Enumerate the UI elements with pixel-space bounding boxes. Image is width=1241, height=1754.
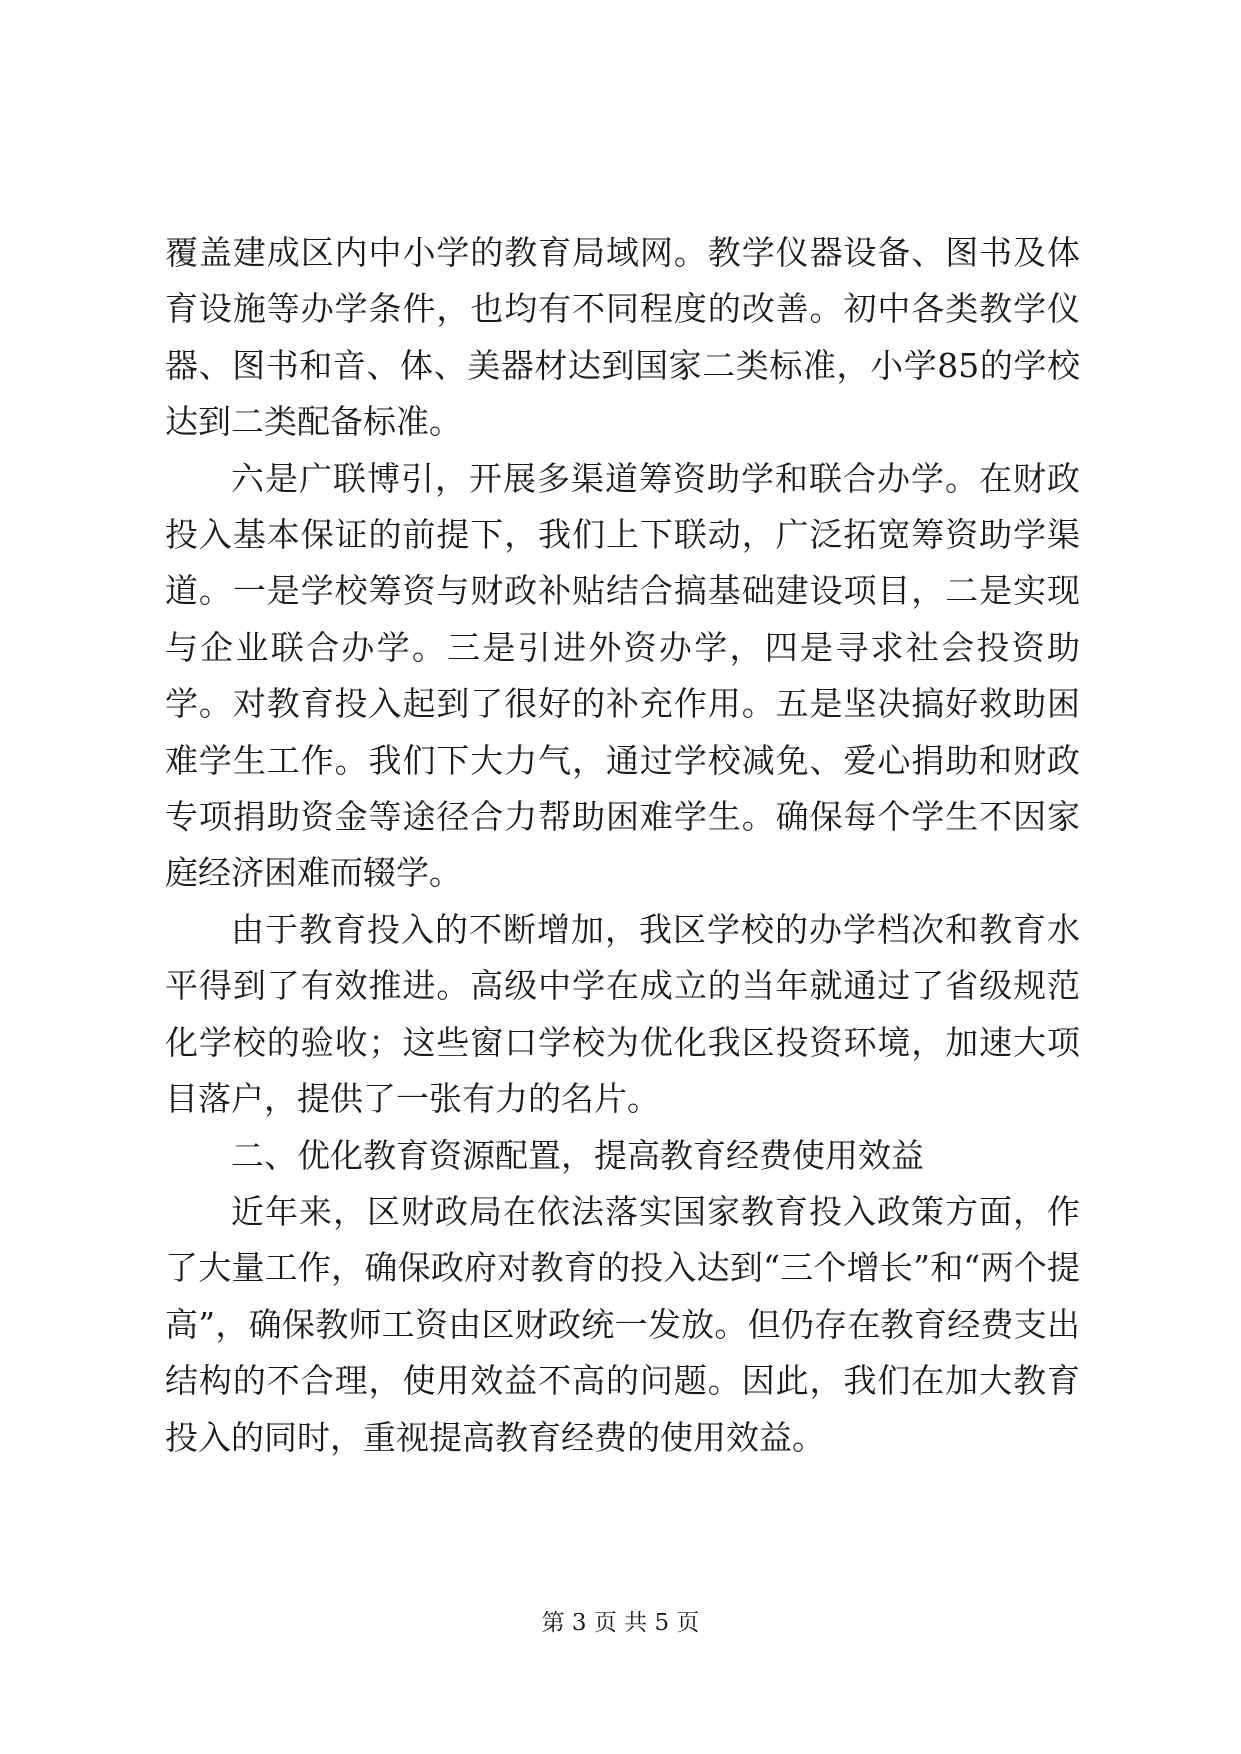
document-body — [165, 225, 1080, 1466]
section-heading-two: 二、优化教育资源配置，提高教育经费使用效益 — [231, 1135, 924, 1175]
paragraph-results: 由于教育投入的不断增加，我区学校的办学档次和教育水平得到了有效推进。高级中学在成立的当年就通过了省级规范化学校的验收；这些窗口学校为优化我区投资环境，加速大项目落户，提供了一张有力的名片。 — [165, 909, 1080, 1119]
paragraph-six-fundraising: 六是广联博引，开展多渠道筹资助学和联合办学。在财政投入基本保证的前提下，我们上下联动，广泛拓宽筹资助学渠道。一是学校筹资与财政补贴结合搞基础建设项目，二是实现与企业联合办学。三是引进外资办学，四是寻求社会投资助学。对教育投入起到了很好的补充作用。五是坚决搞好救助困难学生工作。我们下大力气，通过学校减免、爱心捐助和财政专项捐助资金等途径合力帮助困难学生。确保每个学生不因家庭经济困难而辍学。 — [165, 458, 1080, 893]
page-number-label: 第 3 页 共 5 页 — [541, 1610, 700, 1636]
paragraph-continuation: 覆盖建成区内中小学的教育局域网。教学仪器设备、图书及体育设施等办学条件，也均有不同程度的改善。初中各类教学仪器、图书和音、体、美器材达到国家二类标准，小学85的学校达到二类配备标准。 — [165, 233, 1080, 442]
page-footer — [0, 1604, 1241, 1637]
paragraph-recent-years: 近年来，区财政局在依法落实国家教育投入政策方面，作了大量工作，确保政府对教育的投入达到“三个增长”和“两个提高”，确保教师工资由区财政统一发放。但仍存在教育经费支出结构的不合理，使用效益不高的问题。因此，我们在加大教育投入的同时，重视提高教育经费的使用效益。 — [165, 1191, 1080, 1457]
